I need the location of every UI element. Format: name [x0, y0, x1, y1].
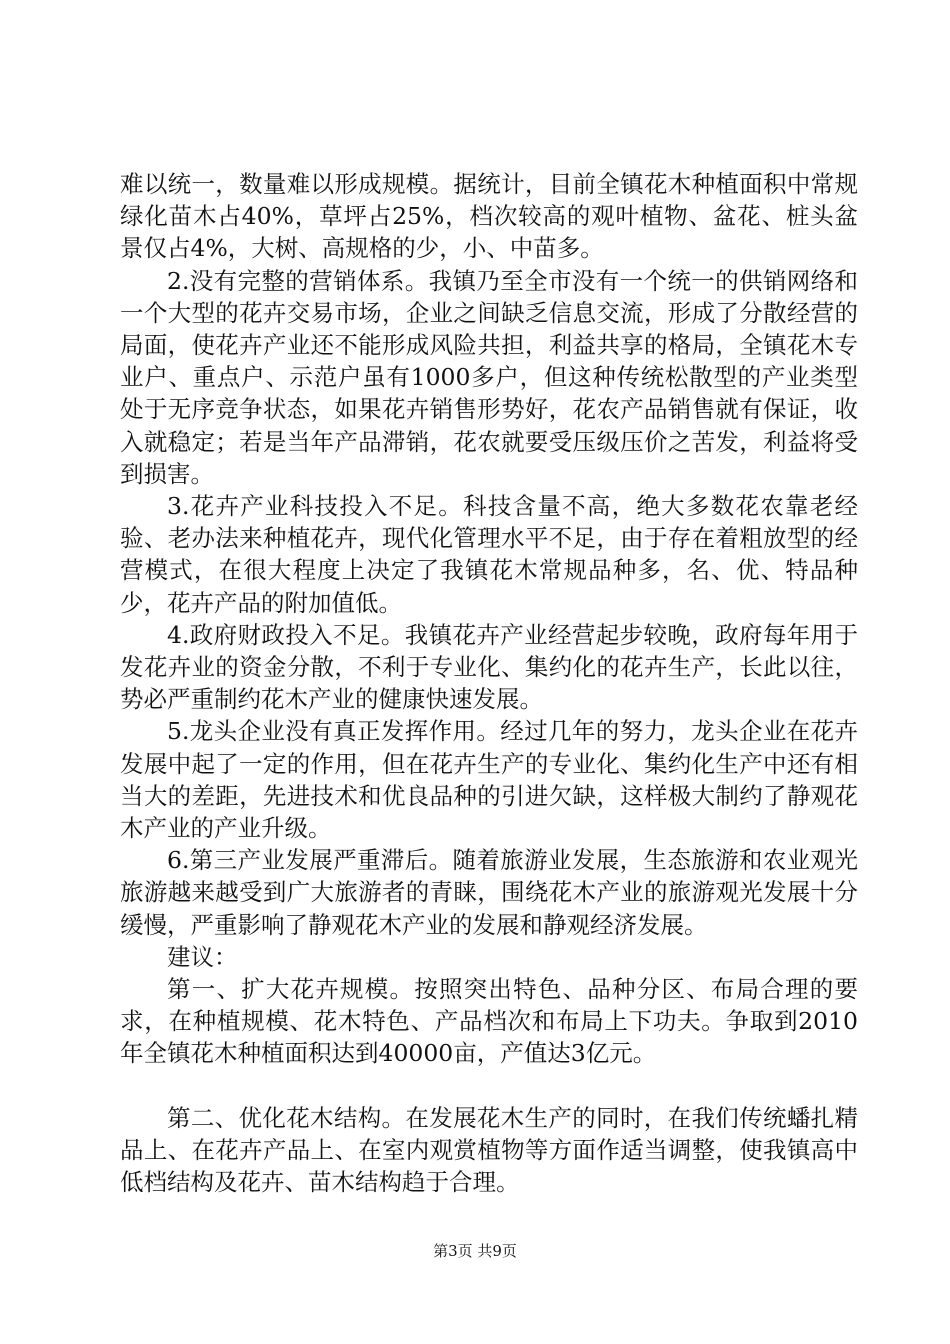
- paragraph-item-4: 4.政府财政投入不足。我镇花卉产业经营起步较晚，政府每年用于发花卉业的资金分散，不利于专业化、集约化的花卉生产，长此以往，势必严重制约花木产业的健康快速发展。: [120, 620, 858, 714]
- paragraph-item-5: 5.龙头企业没有真正发挥作用。经过几年的努力，龙头企业在花卉发展中起了一定的作用，但在花卉生产的专业化、集约化生产中还有相当大的差距，先进技术和优良品种的引进欠缺，这样极大制约了静观花木产业的产业升级。: [120, 717, 858, 843]
- paragraph-item-3: 3.花卉产业科技投入不足。科技含量不高，绝大多数花农靠老经验、老办法来种植花卉，现代化管理水平不足，由于存在着粗放型的经营模式，在很大程度上决定了我镇花木常规品种多，名、优、特品种少，花卉产品的附加值低。: [120, 492, 858, 617]
- page-number-footer: 第3页 共9页: [433, 1242, 517, 1260]
- paragraph-item-2: 2.没有完整的营销体系。我镇乃至全市没有一个统一的供销网络和一个大型的花卉交易市场，企业之间缺乏信息交流，形成了分散经营的局面，使花卉产业还不能形成风险共担，利益共享的格局，全镇花木专业户、重点户、示范户虽有1000多户，但这种传统松散型的产业类型处于无序竞争状态，如果花卉销售形势好，花农产品销售就有保证，收入就稳定；若是当年产品滞销，花农就要受压级压价之苦发，利益将受到损害。: [120, 266, 858, 488]
- paragraph-item-6: 6.第三产业发展严重滞后。随着旅游业发展，生态旅游和农业观光旅游越来越受到广大旅游者的青睐，围绕花木产业的旅游观光发展十分缓慢，严重影响了静观花木产业的发展和静观经济发展。: [120, 846, 858, 939]
- suggestion-second: 第二、优化花木结构。在发展花木生产的同时，在我们传统蟠扎精品上、在花卉产品上、在室内观赏植物等方面作适当调整，使我镇高中低档结构及花卉、苗木结构趋于合理。: [120, 1103, 858, 1197]
- suggestions-heading: 建议：: [167, 942, 238, 971]
- suggestion-first: 第一、扩大花卉规模。按照突出特色、品种分区、布局合理的要求，在种植规模、花木特色、产品档次和布局上下功夫。争取到2010年全镇花木种植面积达到40000亩，产值达3亿元。: [120, 975, 858, 1068]
- document-body: [120, 168, 858, 1198]
- paragraph-continuation: 难以统一，数量难以形成规模。据统计，目前全镇花木种植面积中常规绿化苗木占40%，草坪占25%，档次较高的观叶植物、盆花、桩头盆景仅占4%，大树、高规格的少，小、中苗多。: [120, 170, 858, 263]
